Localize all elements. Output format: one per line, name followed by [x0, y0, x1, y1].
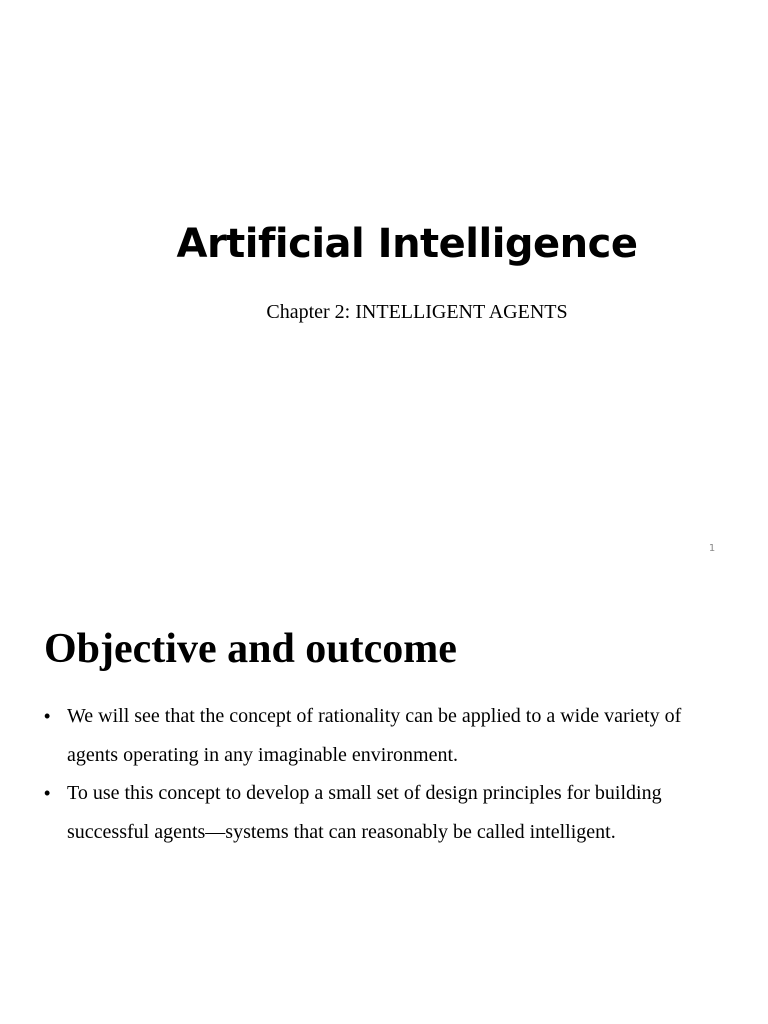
objective-slide: [0, 576, 768, 1024]
bullet-item: [44, 774, 734, 851]
bullet-icon: •: [44, 783, 51, 803]
slide-title: Artificial Intelligence: [176, 221, 638, 267]
bullet-item: [44, 697, 734, 774]
bullet-text: We will see that the concept of rationality can be applied to a wide variety of agents operating in any imaginable environment.: [67, 705, 682, 766]
bullet-list: [44, 697, 734, 851]
slide-heading: Objective and outcome: [44, 626, 457, 672]
bullet-text: To use this concept to develop a small set of design principles for building successful agents—systems that can reasonably be called intelligent.: [67, 782, 662, 843]
slide-subtitle: Chapter 2: INTELLIGENT AGENTS: [266, 301, 568, 323]
page-number: 1: [708, 543, 716, 554]
bullet-icon: •: [44, 706, 51, 726]
